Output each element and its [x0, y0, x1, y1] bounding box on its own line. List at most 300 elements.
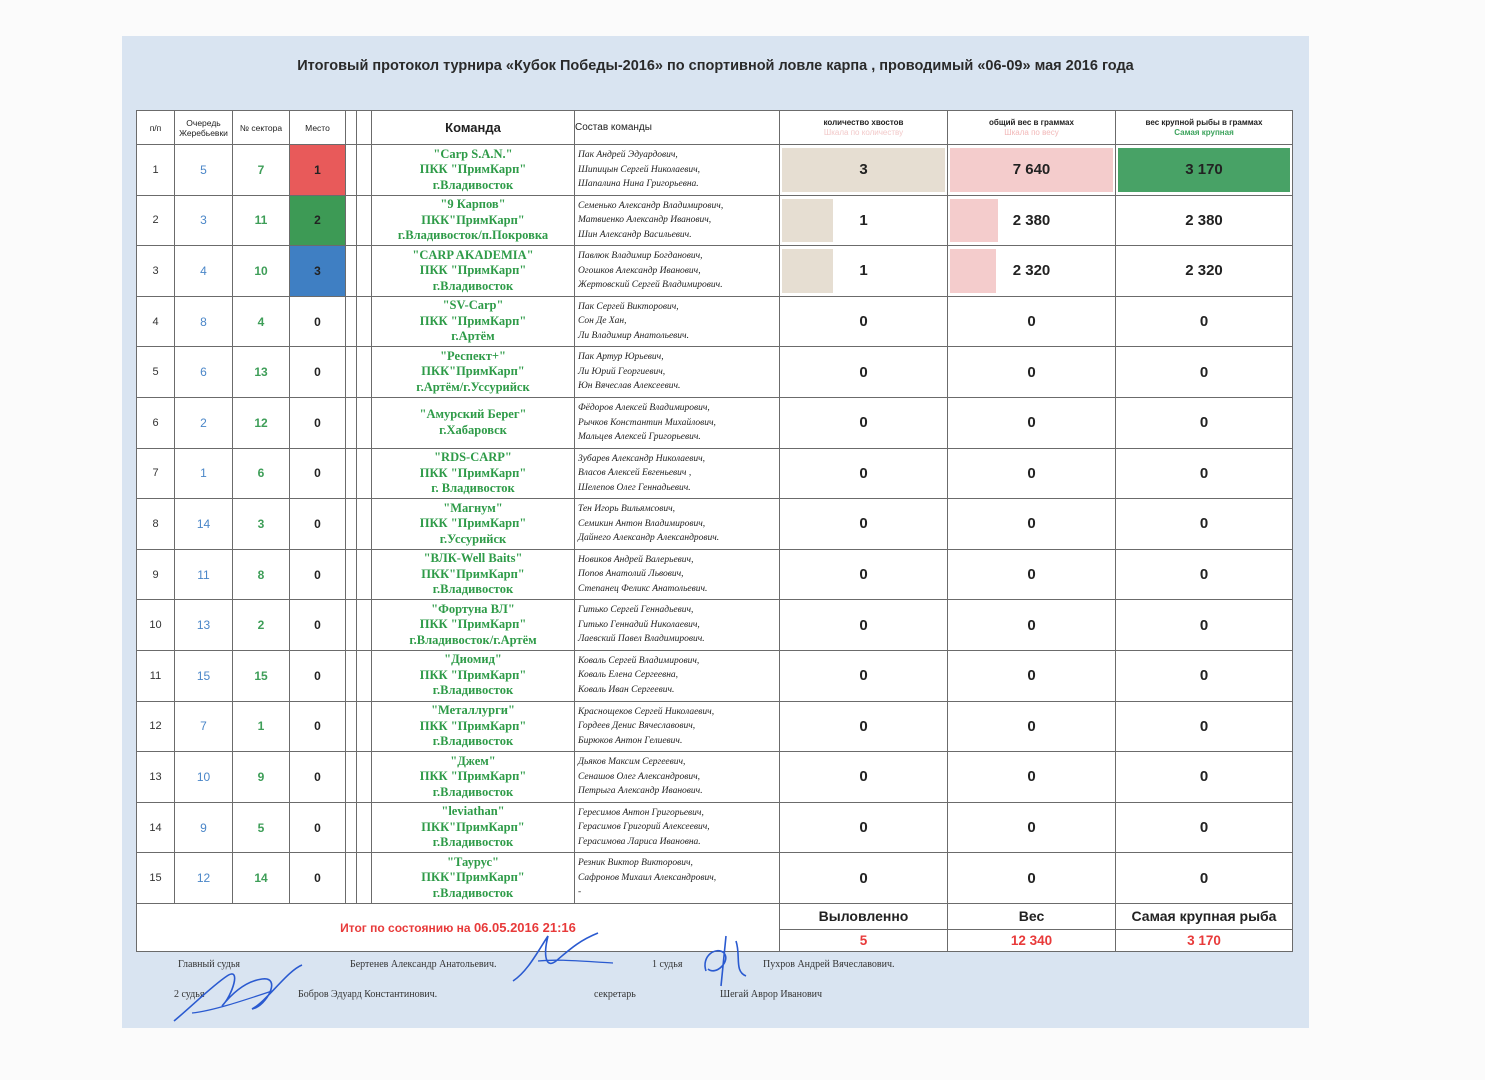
row-number: 12 — [137, 701, 175, 752]
count-value: 0 — [859, 363, 868, 381]
sector-number: 1 — [233, 701, 290, 752]
judge1-name: Пухров Андрей Вячеславович. — [763, 959, 895, 970]
table-row — [137, 802, 1293, 853]
biggest-cell — [1116, 549, 1293, 600]
team-line: "CARP AKADEMIA" — [412, 247, 534, 262]
count-cell — [780, 145, 948, 196]
biggest-cell — [1116, 195, 1293, 246]
weight-cell — [948, 549, 1116, 600]
member-name: Коваль Иван Сергеевич. — [578, 684, 675, 695]
team-line: "Фортуна ВЛ" — [431, 601, 515, 616]
member-name: Дайнего Александр Александрович. — [578, 533, 720, 544]
weight-value: 0 — [1027, 515, 1036, 533]
count-value: 3 — [859, 161, 868, 179]
draw-order: 12 — [175, 853, 233, 904]
team-line: ПКК "ПримКарп" — [419, 617, 527, 632]
team-cell — [372, 397, 575, 448]
composition-cell — [575, 397, 780, 448]
count-value: 0 — [859, 819, 868, 837]
header-biggest-scale: Самая крупная — [1174, 127, 1234, 137]
table-row — [137, 246, 1293, 297]
sector-number: 5 — [233, 802, 290, 853]
row-number: 4 — [137, 296, 175, 347]
place-cell: 0 — [290, 752, 346, 803]
weight-value: 0 — [1027, 464, 1036, 482]
team-line: ПКК "ПримКарп" — [419, 162, 527, 177]
member-name: Рычков Константин Михайлович, — [578, 417, 716, 428]
member-name: Тен Игорь Вильямсович, — [578, 504, 676, 515]
weight-cell — [948, 246, 1116, 297]
draw-order: 2 — [175, 397, 233, 448]
header-weight — [948, 111, 1116, 145]
draw-order: 10 — [175, 752, 233, 803]
count-cell — [780, 600, 948, 651]
member-name: Краснощеков Сергей Николаевич, — [578, 706, 715, 717]
weight-value: 0 — [1027, 717, 1036, 735]
row-number: 3 — [137, 246, 175, 297]
team-line: ПКК"ПримКарп" — [421, 566, 525, 581]
secretary-name: Шегай Аврор Иванович — [720, 989, 823, 1000]
biggest-value: 0 — [1199, 566, 1209, 584]
spacer-cell — [346, 499, 357, 550]
team-cell — [372, 701, 575, 752]
row-number: 9 — [137, 549, 175, 600]
weight-value: 0 — [1027, 616, 1036, 634]
results-table — [136, 110, 1293, 952]
table-row — [137, 145, 1293, 196]
sector-number: 13 — [233, 347, 290, 398]
spacer-cell — [357, 752, 372, 803]
total-biggest-value: 3 170 — [1116, 929, 1293, 951]
team-line: г.Владивосток — [432, 835, 514, 850]
chief-judge-signature — [172, 951, 312, 1026]
team-cell — [372, 448, 575, 499]
team-line: г.Владивосток — [432, 885, 514, 900]
member-name: Ли Владимир Анатольевич. — [578, 330, 689, 341]
team-line: г.Владивосток — [432, 734, 514, 749]
count-cell — [780, 296, 948, 347]
composition-cell — [575, 448, 780, 499]
row-number: 14 — [137, 802, 175, 853]
composition-cell — [575, 549, 780, 600]
draw-order: 3 — [175, 195, 233, 246]
secretary-label: секретарь — [594, 989, 636, 1000]
row-number: 8 — [137, 499, 175, 550]
team-line: "RDS-CARP" — [434, 450, 512, 465]
draw-order: 4 — [175, 246, 233, 297]
member-name: Резник Виктор Викторович, — [578, 858, 693, 869]
weight-cell — [948, 752, 1116, 803]
biggest-value: 0 — [1199, 616, 1209, 634]
weight-value: 7 640 — [1012, 161, 1051, 179]
biggest-cell — [1116, 752, 1293, 803]
header-place: Место — [290, 111, 346, 145]
team-line: "Амурский Берег" — [419, 407, 527, 422]
team-cell — [372, 246, 575, 297]
table-row — [137, 600, 1293, 651]
sector-number: 4 — [233, 296, 290, 347]
count-cell — [780, 752, 948, 803]
composition-cell — [575, 802, 780, 853]
sector-number: 2 — [233, 600, 290, 651]
count-scale-bar — [782, 249, 833, 293]
member-name: Лаевский Павел Владимирович. — [578, 634, 705, 645]
count-cell — [780, 347, 948, 398]
sector-number: 9 — [233, 752, 290, 803]
count-cell — [780, 397, 948, 448]
team-line: ПКК "ПримКарп" — [419, 516, 527, 531]
row-number: 7 — [137, 448, 175, 499]
count-cell — [780, 499, 948, 550]
count-value: 0 — [859, 313, 868, 331]
place-cell: 0 — [290, 650, 346, 701]
team-line: "9 Карпов" — [440, 197, 506, 212]
count-cell — [780, 650, 948, 701]
sector-number: 10 — [233, 246, 290, 297]
header-spacer-2 — [357, 111, 372, 145]
team-line: "ВЛК-Well Baits" — [423, 551, 523, 566]
member-name: Бирюков Антон Гелиевич. — [578, 735, 683, 746]
member-name: Шипицын Сергей Николаевич, — [578, 164, 701, 175]
team-line: "Таурус" — [447, 854, 499, 869]
weight-value: 0 — [1027, 768, 1036, 786]
place-cell: 0 — [290, 701, 346, 752]
member-name: Власов Алексей Евгеньевич , — [578, 468, 692, 479]
judge1-label: 1 судья — [652, 959, 683, 970]
member-name: Гордеев Денис Вячеславович, — [578, 721, 696, 732]
biggest-value: 0 — [1199, 414, 1209, 432]
row-number: 1 — [137, 145, 175, 196]
draw-order: 5 — [175, 145, 233, 196]
team-line: "leviathan" — [441, 804, 505, 819]
place-cell: 0 — [290, 600, 346, 651]
biggest-value: 0 — [1199, 768, 1209, 786]
table-row — [137, 397, 1293, 448]
team-cell — [372, 195, 575, 246]
table-row — [137, 549, 1293, 600]
header-count — [780, 111, 948, 145]
team-line: ПКК"ПримКарп" — [421, 212, 525, 227]
team-line: г.Владивосток/г.Артём — [409, 632, 537, 647]
weight-value: 2 380 — [1012, 211, 1051, 229]
row-number: 11 — [137, 650, 175, 701]
weight-value: 0 — [1027, 414, 1036, 432]
member-name: Герасимов Григорий Алексеевич, — [578, 822, 710, 833]
count-value: 0 — [859, 515, 868, 533]
spacer-cell — [357, 650, 372, 701]
team-cell — [372, 296, 575, 347]
count-value: 0 — [859, 414, 868, 432]
header-biggest-title: вес крупной рыбы в граммах — [1145, 117, 1263, 127]
count-value: 0 — [859, 768, 868, 786]
spacer-cell — [357, 195, 372, 246]
header-weight-scale: Шкала по весу — [1004, 127, 1059, 137]
team-cell — [372, 499, 575, 550]
weight-cell — [948, 650, 1116, 701]
member-name: Павлюк Владимир Богданович, — [578, 251, 703, 262]
spacer-cell — [357, 499, 372, 550]
draw-order: 8 — [175, 296, 233, 347]
weight-value: 0 — [1027, 363, 1036, 381]
weight-cell — [948, 802, 1116, 853]
member-name: Огошков Александр Иванович, — [578, 265, 701, 276]
count-value: 0 — [859, 667, 868, 685]
row-number: 6 — [137, 397, 175, 448]
header-composition: Состав команды — [575, 111, 780, 145]
totals-status — [137, 903, 780, 951]
draw-order: 7 — [175, 701, 233, 752]
draw-order: 13 — [175, 600, 233, 651]
count-value: 0 — [859, 869, 868, 887]
biggest-value: 0 — [1199, 515, 1209, 533]
spacer-cell — [346, 246, 357, 297]
judge1-signature — [696, 931, 756, 991]
spacer-cell — [357, 802, 372, 853]
weight-cell — [948, 853, 1116, 904]
table-row — [137, 195, 1293, 246]
biggest-value: 0 — [1199, 869, 1209, 887]
team-line: ПКК"ПримКарп" — [421, 819, 525, 834]
team-cell — [372, 600, 575, 651]
team-line: г.Владивосток — [432, 278, 514, 293]
team-cell — [372, 853, 575, 904]
member-name: Ли Юрий Георгиевич, — [578, 366, 666, 377]
total-caught-value: 5 — [780, 929, 948, 951]
member-name: Шапалина Нина Григорьевна. — [578, 179, 699, 190]
row-number: 10 — [137, 600, 175, 651]
biggest-value: 3 170 — [1185, 161, 1223, 179]
chief-judge-label: Главный судья — [178, 959, 241, 970]
draw-order: 9 — [175, 802, 233, 853]
team-line: ПКК"ПримКарп" — [421, 364, 525, 379]
member-name: Новиков Андрей Валерьевич, — [578, 554, 694, 565]
member-name: Пак Андрей Эдуардович, — [578, 150, 678, 161]
weight-value: 0 — [1027, 667, 1036, 685]
table-row — [137, 853, 1293, 904]
composition-cell — [575, 195, 780, 246]
team-cell — [372, 145, 575, 196]
member-name: Семикин Антон Владимирович, — [578, 518, 706, 529]
sector-number: 7 — [233, 145, 290, 196]
draw-order: 11 — [175, 549, 233, 600]
biggest-value: 0 — [1199, 819, 1209, 837]
team-line: ПКК"ПримКарп" — [421, 870, 525, 885]
weight-cell — [948, 145, 1116, 196]
weight-cell — [948, 296, 1116, 347]
biggest-value: 0 — [1199, 717, 1209, 735]
header-team: Команда — [372, 111, 575, 145]
weight-cell — [948, 195, 1116, 246]
table-row — [137, 347, 1293, 398]
member-name: Пак Сергей Викторович, — [578, 301, 679, 312]
team-line: г.Владивосток — [432, 177, 514, 192]
header-np: п/п — [137, 111, 175, 145]
draw-order: 1 — [175, 448, 233, 499]
composition-cell — [575, 600, 780, 651]
spacer-cell — [346, 650, 357, 701]
biggest-value: 0 — [1199, 667, 1209, 685]
spacer-cell — [357, 145, 372, 196]
count-cell — [780, 195, 948, 246]
spacer-cell — [346, 802, 357, 853]
member-name: Гитько Геннадий Николаевич, — [578, 619, 700, 630]
composition-cell — [575, 701, 780, 752]
draw-order: 14 — [175, 499, 233, 550]
biggest-value: 0 — [1199, 313, 1209, 331]
place-cell: 3 — [290, 246, 346, 297]
composition-cell — [575, 347, 780, 398]
count-value: 1 — [859, 262, 868, 280]
spacer-cell — [346, 853, 357, 904]
composition-cell — [575, 499, 780, 550]
team-line: г.Артём — [451, 329, 495, 344]
member-name: Матвиенко Александр Иванович, — [578, 215, 712, 226]
biggest-cell — [1116, 145, 1293, 196]
count-value: 0 — [859, 616, 868, 634]
protocol-sheet — [122, 36, 1309, 1028]
biggest-value: 0 — [1199, 464, 1209, 482]
count-value: 0 — [859, 464, 868, 482]
spacer-cell — [346, 397, 357, 448]
place-cell: 0 — [290, 397, 346, 448]
team-line: ПКК "ПримКарп" — [419, 263, 527, 278]
spacer-cell — [357, 853, 372, 904]
header-count-title: количество хвостов — [823, 117, 904, 127]
total-caught-label: Выловленно — [780, 903, 948, 929]
biggest-cell — [1116, 853, 1293, 904]
member-name: Коваль Елена Сергеевна, — [578, 670, 679, 681]
count-value: 0 — [859, 717, 868, 735]
weight-cell — [948, 499, 1116, 550]
header-sector: № сектора — [233, 111, 290, 145]
count-scale-bar — [782, 199, 833, 243]
table-row — [137, 701, 1293, 752]
team-line: ПКК "ПримКарп" — [419, 769, 527, 784]
team-line: г.Владивосток — [432, 683, 514, 698]
member-name: Сенашов Олег Александрович, — [578, 771, 701, 782]
member-name: Зубарев Александр Николаевич, — [578, 453, 705, 464]
table-row — [137, 296, 1293, 347]
count-cell — [780, 448, 948, 499]
weight-value: 0 — [1027, 869, 1036, 887]
weight-cell — [948, 397, 1116, 448]
count-cell — [780, 802, 948, 853]
spacer-cell — [357, 296, 372, 347]
weight-value: 0 — [1027, 819, 1036, 837]
spacer-cell — [346, 448, 357, 499]
biggest-cell — [1116, 448, 1293, 499]
member-name: Попов Анатолий Львович, — [578, 569, 684, 580]
composition-cell — [575, 650, 780, 701]
place-cell: 1 — [290, 145, 346, 196]
composition-cell — [575, 853, 780, 904]
member-name: Шин Александр Васильевич. — [578, 229, 692, 240]
composition-cell — [575, 145, 780, 196]
team-line: "Магнум" — [443, 500, 503, 515]
team-line: ПКК "ПримКарп" — [419, 313, 527, 328]
biggest-cell — [1116, 347, 1293, 398]
team-line: г.Уссурийск — [439, 531, 507, 546]
spacer-cell — [357, 701, 372, 752]
page-title: Итоговый протокол турнира «Кубок Победы-2016» по спортивной ловле карпа , проводимый «06-09» мая 2016 года — [297, 58, 1134, 74]
member-name: Сафронов Михаил Александрович, — [578, 872, 717, 883]
spacer-cell — [357, 600, 372, 651]
results-body — [137, 145, 1293, 904]
table-row — [137, 752, 1293, 803]
biggest-cell — [1116, 397, 1293, 448]
sector-number: 15 — [233, 650, 290, 701]
chief-judge-name: Бертенев Александр Анатольевич. — [350, 959, 497, 970]
member-name: Фёдоров Алексей Владимирович, — [578, 403, 710, 414]
composition-cell — [575, 752, 780, 803]
member-name: Пак Артур Юрьевич, — [578, 352, 664, 363]
total-biggest-label: Самая крупная рыба — [1116, 903, 1293, 929]
team-line: ПКК "ПримКарп" — [419, 718, 527, 733]
team-cell — [372, 752, 575, 803]
member-name: Гересимов Антон Григорьевич, — [578, 807, 704, 818]
spacer-cell — [357, 397, 372, 448]
row-number: 13 — [137, 752, 175, 803]
member-name: Гитько Сергей Геннадьевич, — [578, 605, 694, 616]
weight-value: 0 — [1027, 566, 1036, 584]
member-name: - — [578, 887, 582, 898]
member-name: Шелепов Олег Геннадьевич. — [578, 482, 691, 493]
team-line: "Джем" — [450, 753, 496, 768]
weight-value: 2 320 — [1012, 262, 1051, 280]
totals-datetime: 06.05.2016 21:16 — [473, 919, 576, 935]
biggest-cell — [1116, 650, 1293, 701]
team-line: г.Артём/г.Уссурийск — [416, 379, 530, 394]
place-cell: 0 — [290, 347, 346, 398]
draw-order: 15 — [175, 650, 233, 701]
header-biggest — [1116, 111, 1293, 145]
spacer-cell — [346, 195, 357, 246]
member-name: Жертовский Сергей Владимирович. — [578, 280, 723, 291]
table-row — [137, 499, 1293, 550]
biggest-value: 2 380 — [1185, 211, 1223, 229]
signature-mark-center — [508, 931, 618, 986]
biggest-value: 2 320 — [1185, 262, 1223, 280]
sector-number: 8 — [233, 549, 290, 600]
spacer-cell — [346, 296, 357, 347]
member-name: Коваль Сергей Владимирович, — [578, 655, 700, 666]
team-line: г. Владивосток — [431, 481, 515, 496]
count-value: 1 — [859, 211, 868, 229]
team-line: ПКК "ПримКарп" — [419, 465, 527, 480]
totals-header-row — [137, 903, 1293, 929]
count-cell — [780, 701, 948, 752]
team-line: г.Владивосток — [432, 582, 514, 597]
row-number: 2 — [137, 195, 175, 246]
spacer-cell — [346, 701, 357, 752]
place-cell: 0 — [290, 802, 346, 853]
spacer-cell — [357, 448, 372, 499]
table-row — [137, 650, 1293, 701]
team-line: г.Владивосток — [432, 784, 514, 799]
place-cell: 0 — [290, 296, 346, 347]
header-count-scale: Шкала по количеству — [823, 127, 904, 137]
total-weight-value: 12 340 — [948, 929, 1116, 951]
biggest-cell — [1116, 246, 1293, 297]
table-row — [137, 448, 1293, 499]
place-cell: 0 — [290, 499, 346, 550]
header-queue: Очередь Жеребьевки — [175, 111, 233, 145]
judge2-label: 2 судья — [174, 989, 205, 1000]
weight-scale-bar — [950, 199, 998, 243]
composition-cell — [575, 296, 780, 347]
team-line: г.Владивосток/п.Покровка — [397, 228, 549, 243]
sector-number: 6 — [233, 448, 290, 499]
